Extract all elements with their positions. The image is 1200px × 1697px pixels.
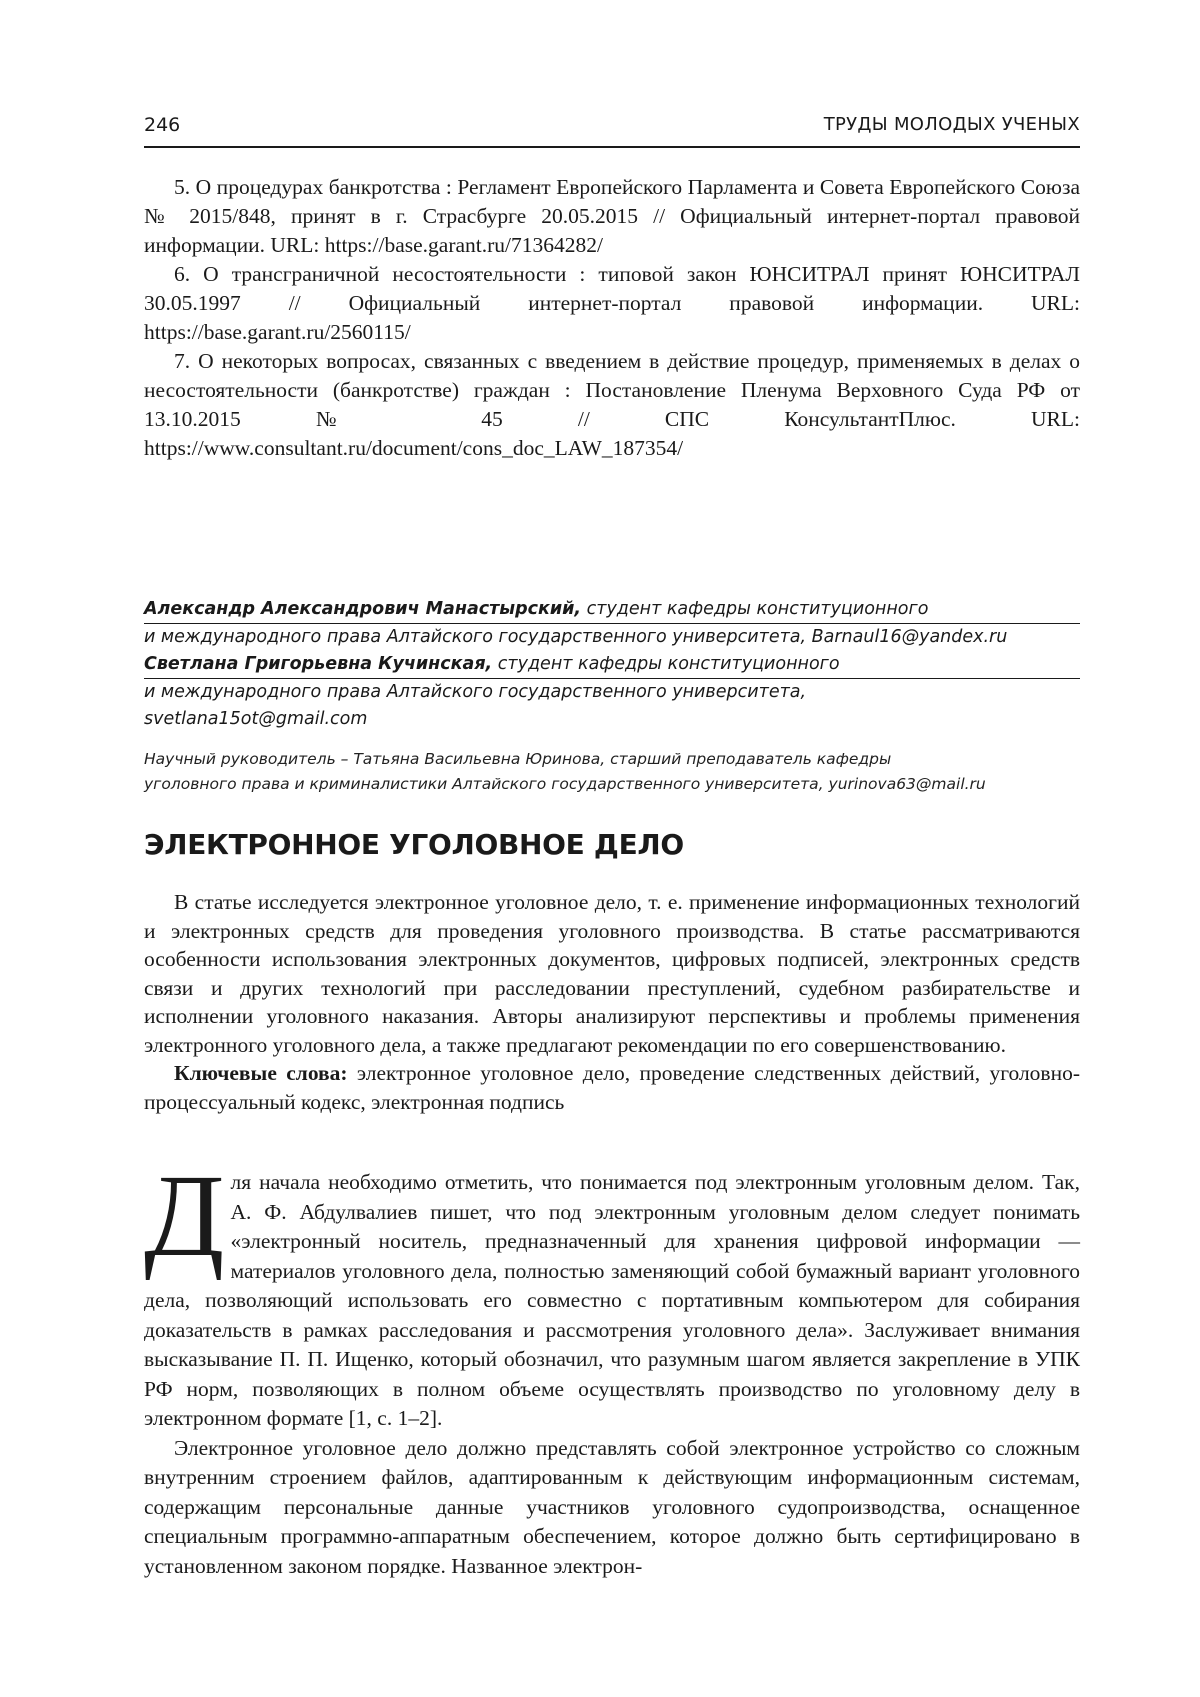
reference-item: 5. О процедурах банкротства : Регламент Европейского Парламента и Совета Европейского Союза № 2015/848, принят в г. Страсбурге 20.05.2015 // Официальный интернет-портал правовой информации. URL: https://base.garant.ru/71364282/ [144, 175, 1080, 257]
reference-item: 6. О трансграничной несостоятельности : типовой закон ЮНСИТРАЛ принят ЮНСИТРАЛ 30.05.1997 // Официальный интернет-портал правовой информации. URL: https://base.garant.ru/2560115/ [144, 262, 1080, 344]
supervisor-note [144, 747, 1080, 797]
author-name: Светлана Григорьевна Кучинская, [144, 654, 493, 674]
author-entry [144, 596, 1080, 651]
reference-item: 7. О некоторых вопросах, связанных с введением в действие процедур, применяемых в делах о несостоятельности (банкротстве) граждан : Постановление Пленума Верховного Суда РФ от 13.10.2015 № 45 // СПС КонсультантПлюс. URL: https://www.consultant.ru/document/cons_doc_LAW_187354/ [144, 349, 1080, 460]
keywords-list: электронное уголовное дело, проведение следственных действий, уголовно-процессуальный кодекс, электронная подпись [144, 1061, 1081, 1114]
abstract [144, 888, 1080, 1116]
keywords-label: Ключевые слова: [174, 1061, 348, 1085]
page-number: 246 [144, 114, 181, 136]
article-title: ЭЛЕКТРОННОЕ УГОЛОВНОЕ ДЕЛО [144, 828, 684, 861]
journal-title: ТРУДЫ МОЛОДЫХ УЧЕНЫХ [823, 114, 1080, 135]
author-affiliation-cont: и международного права Алтайского государственного университета, [144, 682, 807, 702]
supervisor-line: Научный руководитель – Татьяна Васильевна Юринова, старший преподаватель кафедры [144, 750, 892, 768]
author-name: Александр Александрович Манастырский, [144, 599, 582, 619]
supervisor-line: уголовного права и криминалистики Алтайского государственного университета, yurinova63@mail.ru [144, 775, 986, 793]
reference-list [144, 173, 1080, 463]
author-affiliation: студент кафедры конституционного [581, 599, 929, 619]
keywords [144, 1059, 1080, 1116]
body-paragraph: Электронное уголовное дело должно представлять собой электронное устройство со сложным внутренним строением файлов, адаптированным к действующим информационным системам, содержащим персональные данные участников уголовного судопроизводства, оснащенное специальным программно-аппаратным обеспечением, которое должно быть сертифицировано в установленном законом порядке. Названное электрон- [144, 1435, 1080, 1578]
article-body [144, 1150, 1080, 1581]
abstract-text: В статье исследуется электронное уголовное дело, т. е. применение информационных технологий и электронных средств для проведения уголовного производства. В статье рассматриваются особенности использования электронных документов, цифровых подписей, электронных средств связи и других технологий при расследовании преступлений, судебном разбирательстве и исполнении уголовного наказания. Авторы анализируют перспективы и проблемы применения электронного уголовного дела, а также предлагают рекомендации по его совершенствованию. [144, 890, 1080, 1057]
drop-cap: Д [144, 1150, 225, 1281]
author-entry [144, 651, 1080, 733]
paragraph-text: ля начала необходимо отметить, что понимается под электронным уголовным делом. Так, А. Ф. Абдулвалиев пишет, что под электронным уголовным делом следует понимать «электронный носитель, предназначенный для хранения цифровой информации — материалов уголовного дела, полностью заменяющий собой бумажный вариант уголовного дела, позволяющий использовать его совместно с портативным компьютером для собирания доказательств в рамках расследования и рассмотрения уголовного дела». Заслуживает внимания высказывание П. П. Ищенко, который обозначил, что разумным шагом является закрепление в УПК РФ норм, позволяющих в полном объеме осуществлять производство по уголовному делу в электронном формате [1, с. 1–2]. [144, 1170, 1080, 1430]
author-email: svetlana15ot@gmail.com [144, 709, 368, 729]
author-affiliation: студент кафедры конституционного [492, 654, 840, 674]
author-line [144, 651, 1080, 679]
author-affiliation-cont: и международного права Алтайского государственного университета, Barnaul16@yandex.ru [144, 627, 1008, 647]
author-line [144, 596, 1080, 624]
author-block [144, 596, 1080, 797]
body-paragraph [144, 1150, 1080, 1434]
running-header [144, 110, 1080, 148]
